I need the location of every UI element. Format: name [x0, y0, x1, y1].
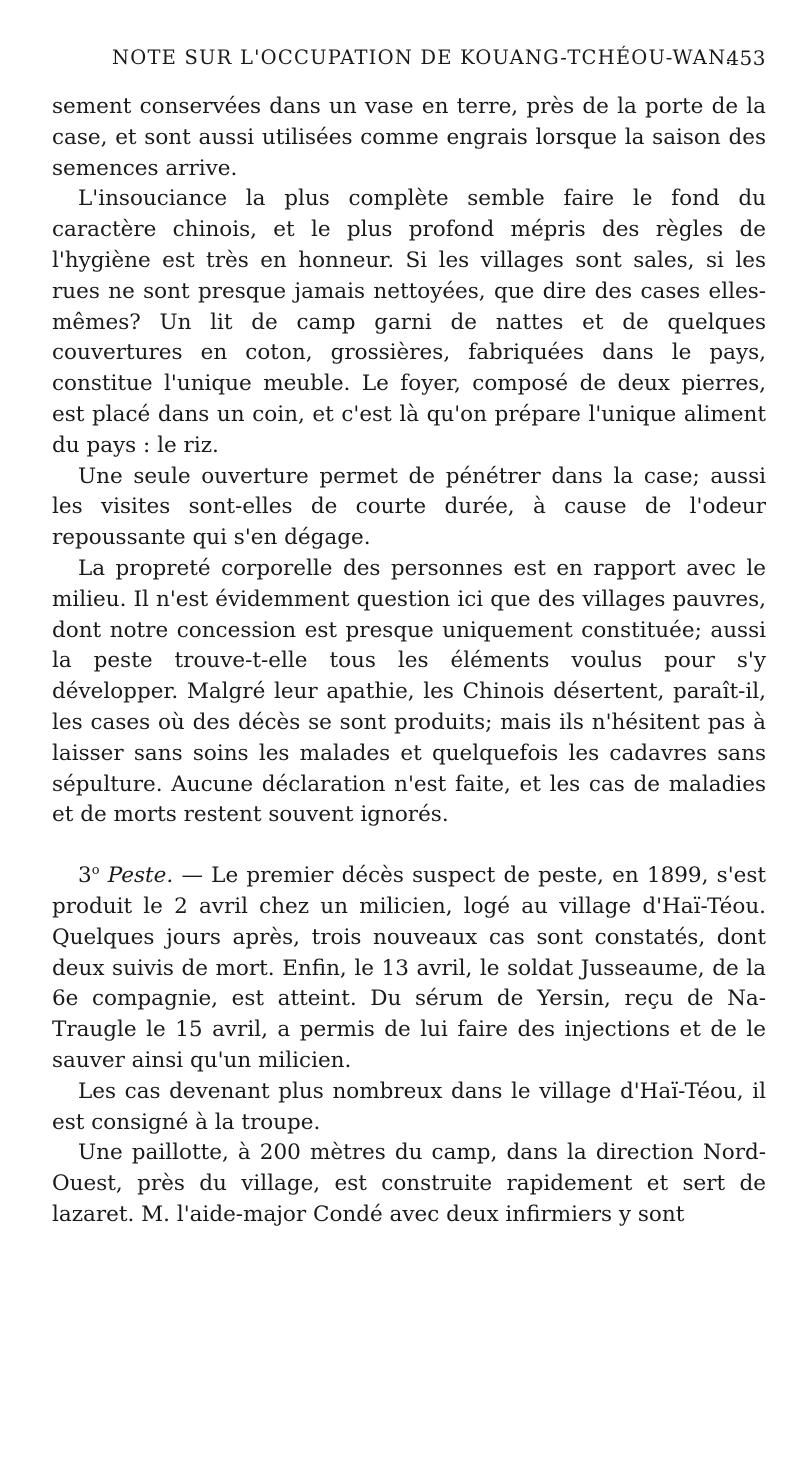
paragraph: Une seule ouverture permet de pénétrer dans la case; aussi les visites sont-elles de courte durée, à cause de l'odeur repoussante qui s'en dégage.: [52, 463, 766, 551]
paragraph: sement conservées dans un vase en terre, près de la porte de la case, et sont aussi utilisées comme engrais lorsque la saison des semences arrive.: [52, 94, 766, 181]
page-number: 453: [726, 46, 766, 70]
paragraph: La propreté corporelle des personnes est en rapport avec le milieu. Il n'est évidemment question ici que des villages pauvres, dont notre concession est presque uniquement constituée; aussi la peste trouve-t-elle tous les éléments voulus pour s'y développer. Malgré leur apathie, les Chinois désertent, paraît-il, les cases où des décès se sont produits; mais ils n'hésitent pas à laisser sans soins les malades et quelquefois les cadavres sans sépulture. Aucune déclaration n'est faite, et les cas de maladies et de morts restent souvent ignorés.: [52, 555, 766, 828]
body-text: [52, 92, 766, 1231]
running-title: NOTE SUR L'OCCUPATION DE KOUANG-TCHÉOU-WAN.: [112, 46, 733, 69]
section-text: Le premier décès suspect de peste, en 1899, s'est produit le 2 avril chez un milicien, logé au village d'Haï-Téou. Quelques jours après, trois nouveaux cas sont constatés, dont deux suivis de mort. Enfin, le 13 avril, le soldat Jusseaume, de la 6e compagnie, est atteint. Du sérum de Yersin, reçu de Na-Traugle le 15 avril, a permis de lui faire des injections et de le sauver ainsi qu'un milicien.: [52, 863, 766, 1073]
section-heading: Peste.: [107, 863, 174, 889]
paragraph: L'insouciance la plus complète semble faire le fond du caractère chinois, et le plus profond mépris des règles de l'hygiène est très en honneur. Si les villages sont sales, si les rues ne sont presque jamais nettoyées, que dire des cases elles-mêmes? Un lit de camp garni de nattes et de quelques couvertures en coton, grossières, fabriquées dans le pays, constitue l'unique meuble. Le foyer, composé de deux pierres, est placé dans un coin, et c'est là qu'on prépare l'unique aliment du pays : le riz.: [52, 186, 766, 458]
page-header: [50, 42, 766, 82]
paragraph: Une paillotte, à 200 mètres du camp, dans la direction Nord-Ouest, près du village, est construite rapidement et sert de lazaret. M. l'aide-major Condé avec deux infirmiers y sont: [52, 1140, 766, 1227]
section-dash: —: [173, 863, 212, 889]
section-number: 3: [78, 863, 92, 889]
section-number-suffix: o: [91, 862, 100, 878]
paragraph: Les cas devenant plus nombreux dans le village d'Haï-Téou, il est consigné à la troupe.: [52, 1078, 766, 1135]
section-gap: [52, 831, 766, 861]
section-first-paragraph: [52, 861, 766, 1077]
